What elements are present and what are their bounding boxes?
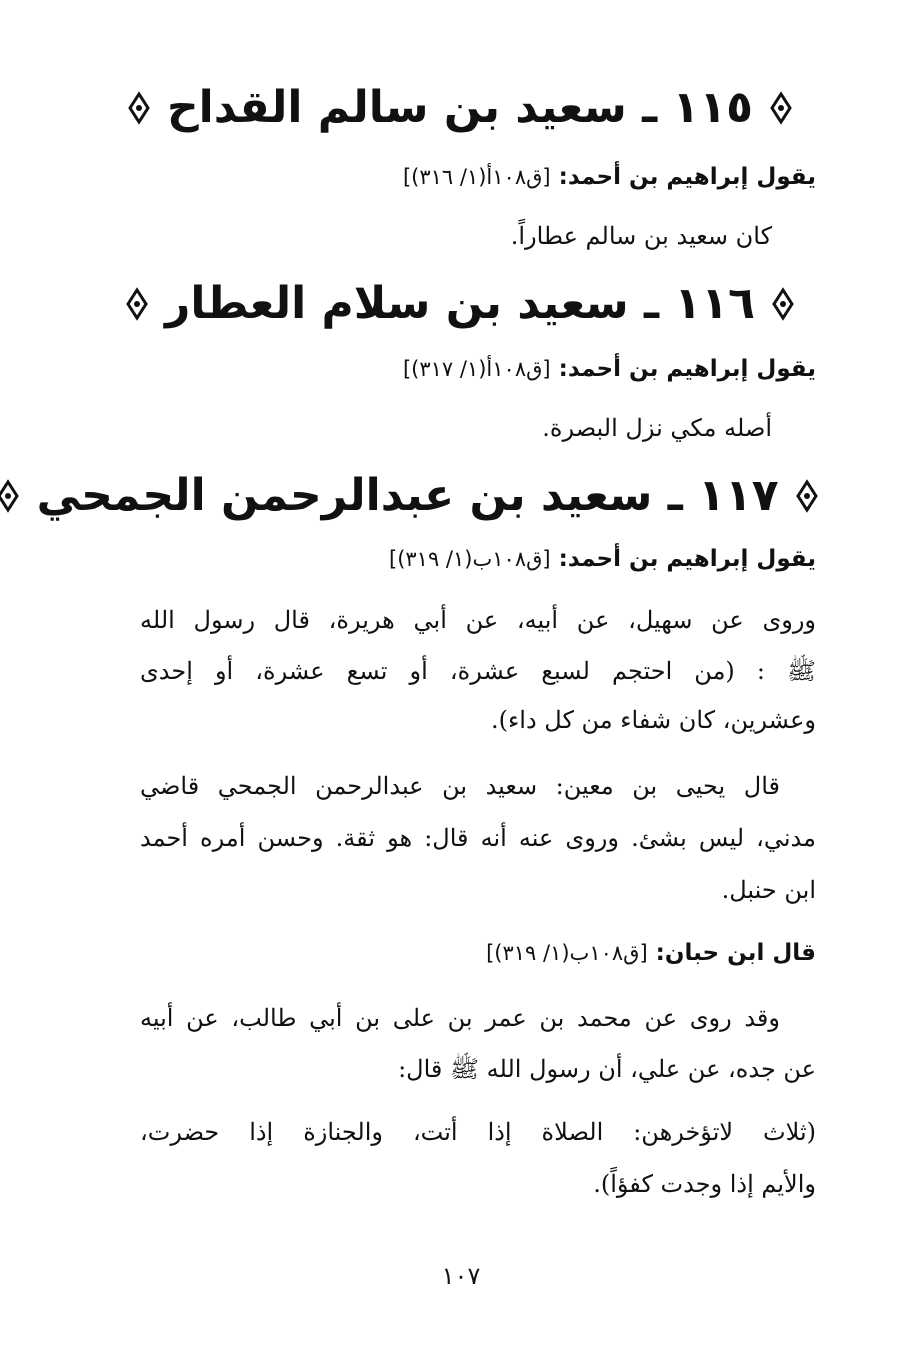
entry-heading	[100, 278, 820, 332]
text-line: ﷺ : (من احتجم لسبع عشرة، أو تسع عشرة، أو إحدى	[140, 657, 817, 685]
source-cite: [ق١٠٨أ(١/ ٣١٧)]	[402, 357, 551, 381]
source-line	[486, 940, 816, 966]
text-line: ابن حنبل.	[721, 876, 816, 904]
ornament-icon	[124, 281, 150, 332]
text-line: وعشرين، كان شفاء من كل داء).	[491, 706, 816, 734]
ornament-icon	[768, 85, 794, 136]
source-line	[403, 164, 816, 190]
source-line	[403, 356, 816, 382]
source-cite: [ق١٠٨أ(١/ ٣١٦)]	[402, 165, 551, 189]
text-line: (ثلاث لاتؤخرهن: الصلاة إذا أتت، والجنازة إذا حضرت،	[140, 1118, 816, 1146]
ornament-icon	[794, 473, 820, 524]
entry-heading	[100, 82, 820, 136]
text-line: مدني، ليس بشئ. وروى عنه أنه قال: هو ثقة. وحسن أمره أحمد	[140, 824, 816, 852]
source-cite: [ق١٠٨ب(١/ ٣١٩)]	[486, 941, 648, 965]
text-line: والأيم إذا وجدت كفؤاً).	[593, 1170, 816, 1198]
source-cite: [ق١٠٨ب(١/ ٣١٩)]	[389, 547, 551, 571]
entry-heading-text: ١١٦ ـ سعيد بن سلام العطار	[165, 278, 755, 329]
text-line: وقد روى عن محمد بن عمر بن على بن أبي طالب، عن أبيه	[140, 1004, 780, 1032]
entry-heading-text: ١١٥ ـ سعيد بن سالم القداح	[166, 82, 754, 133]
source-label: قال ابن حبان:	[655, 940, 816, 966]
ornament-icon	[770, 281, 796, 332]
ornament-icon	[0, 473, 21, 524]
page-number: ١٠٧	[441, 1262, 481, 1290]
text-line: كان سعيد بن سالم عطاراً.	[510, 222, 772, 250]
entry-heading	[36, 470, 820, 524]
source-label: يقول إبراهيم بن أحمد:	[558, 546, 816, 572]
source-line	[389, 546, 816, 572]
source-label: يقول إبراهيم بن أحمد:	[558, 356, 816, 382]
source-label: يقول إبراهيم بن أحمد:	[558, 164, 816, 190]
text-line: وروى عن سهيل، عن أبيه، عن أبي هريرة، قال رسول الله	[140, 606, 816, 634]
text-line: عن جده، عن علي، أن رسول الله ﷺ قال:	[398, 1055, 816, 1083]
ornament-icon	[126, 85, 152, 136]
entry-heading-text: ١١٧ ـ سعيد بن عبدالرحمن الجمحي	[36, 470, 779, 521]
text-line: أصله مكي نزل البصرة.	[542, 414, 772, 442]
text-line: قال يحيى بن معين: سعيد بن عبدالرحمن الجمحي قاضي	[140, 772, 780, 800]
